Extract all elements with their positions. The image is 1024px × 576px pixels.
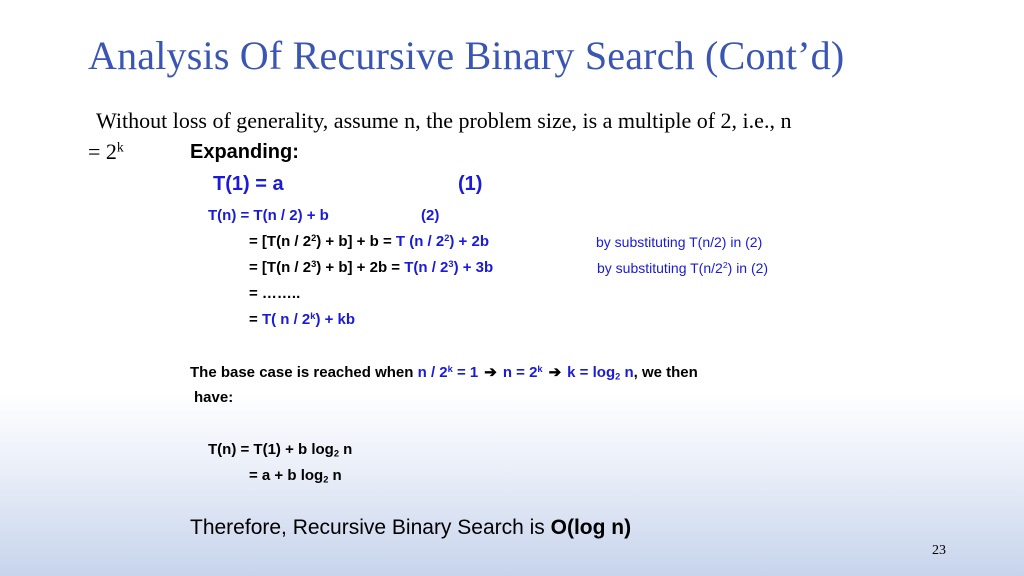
step2-exp: 3 — [311, 258, 317, 269]
conclusion-text: Therefore, Recursive Binary Search is — [190, 516, 551, 539]
step2-result-a: T(n / 2 — [404, 259, 449, 276]
base-case-suffix: , we then — [633, 364, 698, 381]
step2-note — [597, 260, 768, 276]
result1-sub: 2 — [333, 448, 339, 459]
equation-t1-number: (1) — [458, 173, 483, 195]
expansion-step-4 — [249, 311, 355, 328]
cond3-a: k = log — [567, 364, 616, 381]
equation-tn-number: (2) — [421, 207, 440, 224]
result-line-1 — [208, 441, 352, 458]
step1-result — [396, 233, 489, 250]
step2-result-exp: 3 — [448, 258, 454, 269]
step1-result-b: ) + 2b — [449, 233, 489, 250]
base-case-cond-1 — [418, 364, 479, 381]
expansion-step-2 — [249, 259, 493, 276]
step2-note-exp: 2 — [722, 260, 728, 271]
result2-a: = a + b log — [249, 467, 324, 484]
result2-sub: 2 — [323, 474, 329, 485]
intro-line-2-exponent: k — [116, 139, 124, 155]
page-number: 23 — [932, 543, 946, 558]
right-arrow-icon: ➔ — [484, 364, 497, 381]
expansion-step-1 — [249, 233, 489, 250]
result1-a: T(n) = T(1) + b log — [208, 441, 334, 458]
equation-tn: T(n) = T(n / 2) + b — [208, 207, 329, 224]
step2-text-b: ) + b] + 2b = — [316, 259, 405, 276]
intro-line-2 — [88, 139, 124, 165]
step2-note-a: by substituting T(n/2 — [597, 260, 723, 276]
result2-b: n — [328, 467, 342, 484]
right-arrow-icon: ➔ — [548, 364, 562, 381]
cond3-sub: 2 — [615, 371, 621, 382]
cond3-b: n — [620, 364, 634, 381]
step2-result-b: ) + 3b — [453, 259, 494, 276]
step4-result-a: T( n / 2 — [261, 311, 311, 328]
equation-t1: T(1) = a — [213, 173, 284, 195]
cond1-exp: k — [447, 363, 453, 374]
slide-title: Analysis Of Recursive Binary Search (Cont’d) — [88, 33, 845, 78]
result1-b: n — [339, 441, 353, 458]
step1-note: by substituting T(n/2) in (2) — [596, 234, 763, 250]
step2-text-a: = [T(n / 2 — [249, 259, 312, 276]
step1-text-b: ) + b] + b = — [316, 233, 396, 250]
expansion-step-3: = …….. — [249, 285, 301, 302]
step4-result — [262, 311, 355, 328]
cond1-b: = 1 — [452, 364, 479, 381]
base-case-prefix: The base case is reached when — [190, 364, 418, 381]
base-case-cond-2 — [503, 364, 543, 381]
step4-result-exp: k — [310, 310, 316, 321]
base-case-cond-3 — [567, 364, 633, 381]
step1-exp: 2 — [311, 232, 317, 243]
conclusion — [190, 516, 631, 540]
conclusion-complexity: O(log n) — [550, 516, 632, 539]
intro-line-2-prefix: = 2 — [88, 139, 117, 164]
expanding-label: Expanding: — [190, 141, 299, 163]
cond1-a: n / 2 — [417, 364, 448, 381]
step4-result-b: ) + kb — [315, 311, 356, 328]
cond2-exp: k — [537, 363, 543, 374]
step1-result-a: T (n / 2 — [395, 233, 445, 250]
result-line-2 — [249, 467, 342, 484]
cond2-a: n = 2 — [502, 364, 538, 381]
step2-result — [404, 259, 493, 276]
base-case-line-1 — [190, 363, 698, 381]
step4-text-a: = — [249, 311, 262, 328]
intro-line-1: Without loss of generality, assume n, the problem size, is a multiple of 2, i.e., n — [96, 108, 792, 133]
base-case-line-2: have: — [194, 389, 234, 406]
step2-note-b: ) in (2) — [727, 260, 769, 276]
step1-text-a: = [T(n / 2 — [249, 233, 312, 250]
step1-result-exp: 2 — [444, 232, 450, 243]
